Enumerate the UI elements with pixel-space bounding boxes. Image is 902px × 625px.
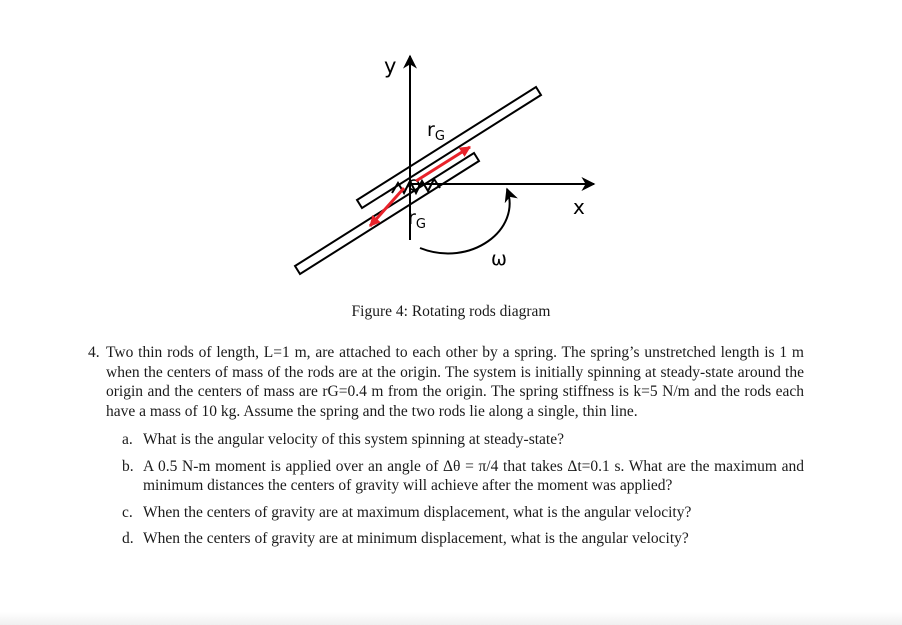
axis-x-label: x xyxy=(573,195,585,219)
sub-text: When the centers of gravity are at minimum displacement, what is the angular velocity? xyxy=(143,530,689,547)
sub-text: When the centers of gravity are at maximum displacement, what is the angular velocity? xyxy=(143,503,692,521)
sub-question-a xyxy=(88,430,804,450)
omega-label: ω xyxy=(491,248,507,270)
figure-caption: Figure 4: Rotating rods diagram xyxy=(351,303,551,320)
rg-lower-label: $r_G$ xyxy=(408,207,426,232)
sub-question-b xyxy=(88,457,804,496)
sub-text: A 0.5 N-m moment is applied over an angle of Δθ = π/4 that takes Δt=0.1 s. What are the maximum and minimum distances the centers of gravity will achieve after the moment was applied? xyxy=(143,457,804,494)
problem-number: 4. xyxy=(88,344,100,361)
problem-4 xyxy=(88,343,804,556)
sub-question-c xyxy=(88,503,804,523)
bottom-shadow xyxy=(0,612,902,625)
sub-letter: a. xyxy=(122,431,133,448)
axis-y-label: y xyxy=(384,54,397,78)
sub-letter: c. xyxy=(122,503,133,521)
lower-rod xyxy=(295,153,479,274)
sub-letter: d. xyxy=(122,530,134,547)
rg-upper-label: $r_G$ xyxy=(427,119,445,144)
omega-arc xyxy=(420,189,510,253)
upper-rod xyxy=(357,87,541,208)
rotating-rods-figure xyxy=(0,0,902,300)
problem-statement: Two thin rods of length, L=1 m, are attached to each other by a spring. The spring’s unstretched length is 1 m when the centers of mass of the rods are at the origin. The system is initially spinning at steady-state around the origin and the centers of mass are rG=0.4 m from the origin. The spring stiffness is k=5 N/m and the rods each have a mass of 10 kg. Assume the spring and the two rods lie along a single, thin line. xyxy=(106,344,804,420)
sub-questions xyxy=(88,430,804,549)
sub-text: What is the angular velocity of this system spinning at steady-state? xyxy=(143,431,564,448)
sub-question-d xyxy=(88,529,804,549)
sub-letter: b. xyxy=(122,457,134,475)
